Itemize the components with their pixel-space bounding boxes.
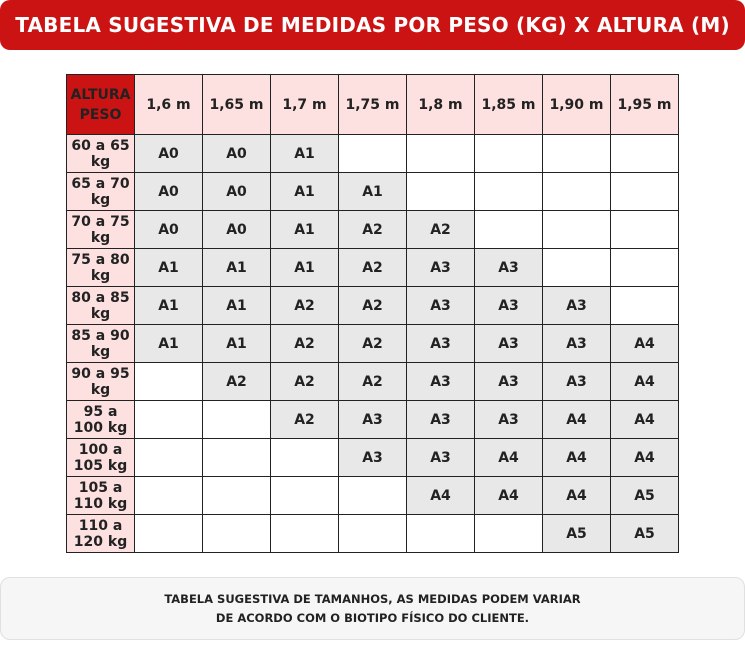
height-header-cell: 1,8 m bbox=[407, 75, 475, 135]
table-row bbox=[67, 325, 679, 363]
size-cell: A0 bbox=[135, 211, 203, 249]
size-cell: A3 bbox=[543, 363, 611, 401]
empty-cell bbox=[203, 401, 271, 439]
size-cell: A1 bbox=[203, 287, 271, 325]
size-cell: A4 bbox=[543, 439, 611, 477]
size-cell: A1 bbox=[135, 249, 203, 287]
size-cell: A1 bbox=[271, 135, 339, 173]
empty-cell bbox=[407, 135, 475, 173]
empty-cell bbox=[543, 173, 611, 211]
height-header-cell: 1,7 m bbox=[271, 75, 339, 135]
table-row bbox=[67, 211, 679, 249]
size-cell: A1 bbox=[271, 211, 339, 249]
size-cell: A4 bbox=[611, 363, 679, 401]
size-cell: A1 bbox=[135, 287, 203, 325]
empty-cell bbox=[135, 439, 203, 477]
size-cell: A4 bbox=[475, 477, 543, 515]
size-cell: A5 bbox=[611, 477, 679, 515]
size-cell: A4 bbox=[611, 439, 679, 477]
height-header-cell: 1,65 m bbox=[203, 75, 271, 135]
empty-cell bbox=[203, 515, 271, 553]
size-cell: A5 bbox=[543, 515, 611, 553]
size-cell: A3 bbox=[339, 439, 407, 477]
corner-header bbox=[67, 75, 135, 135]
size-cell: A1 bbox=[271, 249, 339, 287]
empty-cell bbox=[203, 439, 271, 477]
height-header-row bbox=[67, 75, 679, 135]
size-cell: A3 bbox=[407, 325, 475, 363]
empty-cell bbox=[475, 173, 543, 211]
corner-height-label: ALTURA bbox=[70, 86, 131, 103]
size-table bbox=[66, 74, 679, 553]
size-cell: A1 bbox=[203, 325, 271, 363]
weight-label: 85 a 90 kg bbox=[67, 325, 135, 363]
weight-label: 90 a 95 kg bbox=[67, 363, 135, 401]
empty-cell bbox=[475, 135, 543, 173]
empty-cell bbox=[611, 287, 679, 325]
empty-cell bbox=[271, 439, 339, 477]
weight-label: 100 a 105 kg bbox=[67, 439, 135, 477]
corner-weight-label: PESO bbox=[79, 106, 122, 123]
size-cell: A3 bbox=[407, 439, 475, 477]
table-row bbox=[67, 363, 679, 401]
table-row bbox=[67, 401, 679, 439]
empty-cell bbox=[611, 135, 679, 173]
size-cell: A0 bbox=[135, 173, 203, 211]
size-cell: A5 bbox=[611, 515, 679, 553]
empty-cell bbox=[543, 211, 611, 249]
size-cell: A3 bbox=[543, 325, 611, 363]
empty-cell bbox=[611, 211, 679, 249]
table-row bbox=[67, 173, 679, 211]
size-cell: A1 bbox=[339, 173, 407, 211]
size-cell: A0 bbox=[203, 211, 271, 249]
empty-cell bbox=[339, 477, 407, 515]
size-cell: A2 bbox=[271, 287, 339, 325]
size-cell: A2 bbox=[271, 325, 339, 363]
weight-label: 65 a 70 kg bbox=[67, 173, 135, 211]
empty-cell bbox=[475, 515, 543, 553]
disclaimer-line-2: DE ACORDO COM O BIOTIPO FÍSICO DO CLIENTE. bbox=[215, 610, 530, 625]
weight-label: 80 a 85 kg bbox=[67, 287, 135, 325]
size-cell: A3 bbox=[475, 363, 543, 401]
empty-cell bbox=[475, 211, 543, 249]
weight-label: 95 a 100 kg bbox=[67, 401, 135, 439]
page-title: TABELA SUGESTIVA DE MEDIDAS POR PESO (KG) X ALTURA (M) bbox=[0, 0, 745, 50]
weight-label: 70 a 75 kg bbox=[67, 211, 135, 249]
weight-label: 105 a 110 kg bbox=[67, 477, 135, 515]
empty-cell bbox=[271, 477, 339, 515]
table-row bbox=[67, 439, 679, 477]
size-cell: A4 bbox=[611, 401, 679, 439]
height-header-cell: 1,85 m bbox=[475, 75, 543, 135]
disclaimer-line-1: TABELA SUGESTIVA DE TAMANHOS, AS MEDIDAS PODEM VARIAR bbox=[164, 591, 581, 606]
weight-label: 110 a 120 kg bbox=[67, 515, 135, 553]
table-row bbox=[67, 249, 679, 287]
size-cell: A4 bbox=[543, 401, 611, 439]
size-cell: A0 bbox=[135, 135, 203, 173]
size-cell: A2 bbox=[339, 287, 407, 325]
size-cell: A1 bbox=[203, 249, 271, 287]
empty-cell bbox=[339, 515, 407, 553]
empty-cell bbox=[611, 249, 679, 287]
empty-cell bbox=[407, 515, 475, 553]
weight-label: 60 a 65 kg bbox=[67, 135, 135, 173]
size-cell: A3 bbox=[407, 249, 475, 287]
disclaimer-note bbox=[0, 577, 745, 640]
size-cell: A3 bbox=[339, 401, 407, 439]
size-cell: A0 bbox=[203, 173, 271, 211]
empty-cell bbox=[271, 515, 339, 553]
size-cell: A3 bbox=[407, 363, 475, 401]
table-row bbox=[67, 515, 679, 553]
height-header-cell: 1,6 m bbox=[135, 75, 203, 135]
size-cell: A2 bbox=[339, 325, 407, 363]
size-cell: A4 bbox=[407, 477, 475, 515]
table-row bbox=[67, 477, 679, 515]
size-cell: A3 bbox=[475, 401, 543, 439]
size-cell: A2 bbox=[339, 211, 407, 249]
size-cell: A3 bbox=[407, 401, 475, 439]
table-row bbox=[67, 135, 679, 173]
size-cell: A3 bbox=[407, 287, 475, 325]
empty-cell bbox=[135, 363, 203, 401]
empty-cell bbox=[611, 173, 679, 211]
weight-label: 75 a 80 kg bbox=[67, 249, 135, 287]
height-header-cell: 1,95 m bbox=[611, 75, 679, 135]
size-cell: A3 bbox=[475, 287, 543, 325]
size-cell: A1 bbox=[135, 325, 203, 363]
empty-cell bbox=[543, 249, 611, 287]
table-row bbox=[67, 287, 679, 325]
empty-cell bbox=[135, 477, 203, 515]
empty-cell bbox=[135, 401, 203, 439]
size-cell: A1 bbox=[271, 173, 339, 211]
size-cell: A2 bbox=[339, 249, 407, 287]
size-cell: A2 bbox=[271, 401, 339, 439]
size-cell: A0 bbox=[203, 135, 271, 173]
empty-cell bbox=[135, 515, 203, 553]
height-header-cell: 1,90 m bbox=[543, 75, 611, 135]
size-cell: A2 bbox=[339, 363, 407, 401]
size-cell: A2 bbox=[407, 211, 475, 249]
size-cell: A3 bbox=[475, 249, 543, 287]
size-cell: A3 bbox=[475, 325, 543, 363]
size-cell: A4 bbox=[543, 477, 611, 515]
empty-cell bbox=[543, 135, 611, 173]
size-cell: A4 bbox=[475, 439, 543, 477]
empty-cell bbox=[203, 477, 271, 515]
empty-cell bbox=[407, 173, 475, 211]
size-cell: A4 bbox=[611, 325, 679, 363]
size-cell: A2 bbox=[271, 363, 339, 401]
size-cell: A3 bbox=[543, 287, 611, 325]
height-header-cell: 1,75 m bbox=[339, 75, 407, 135]
size-cell: A2 bbox=[203, 363, 271, 401]
empty-cell bbox=[339, 135, 407, 173]
